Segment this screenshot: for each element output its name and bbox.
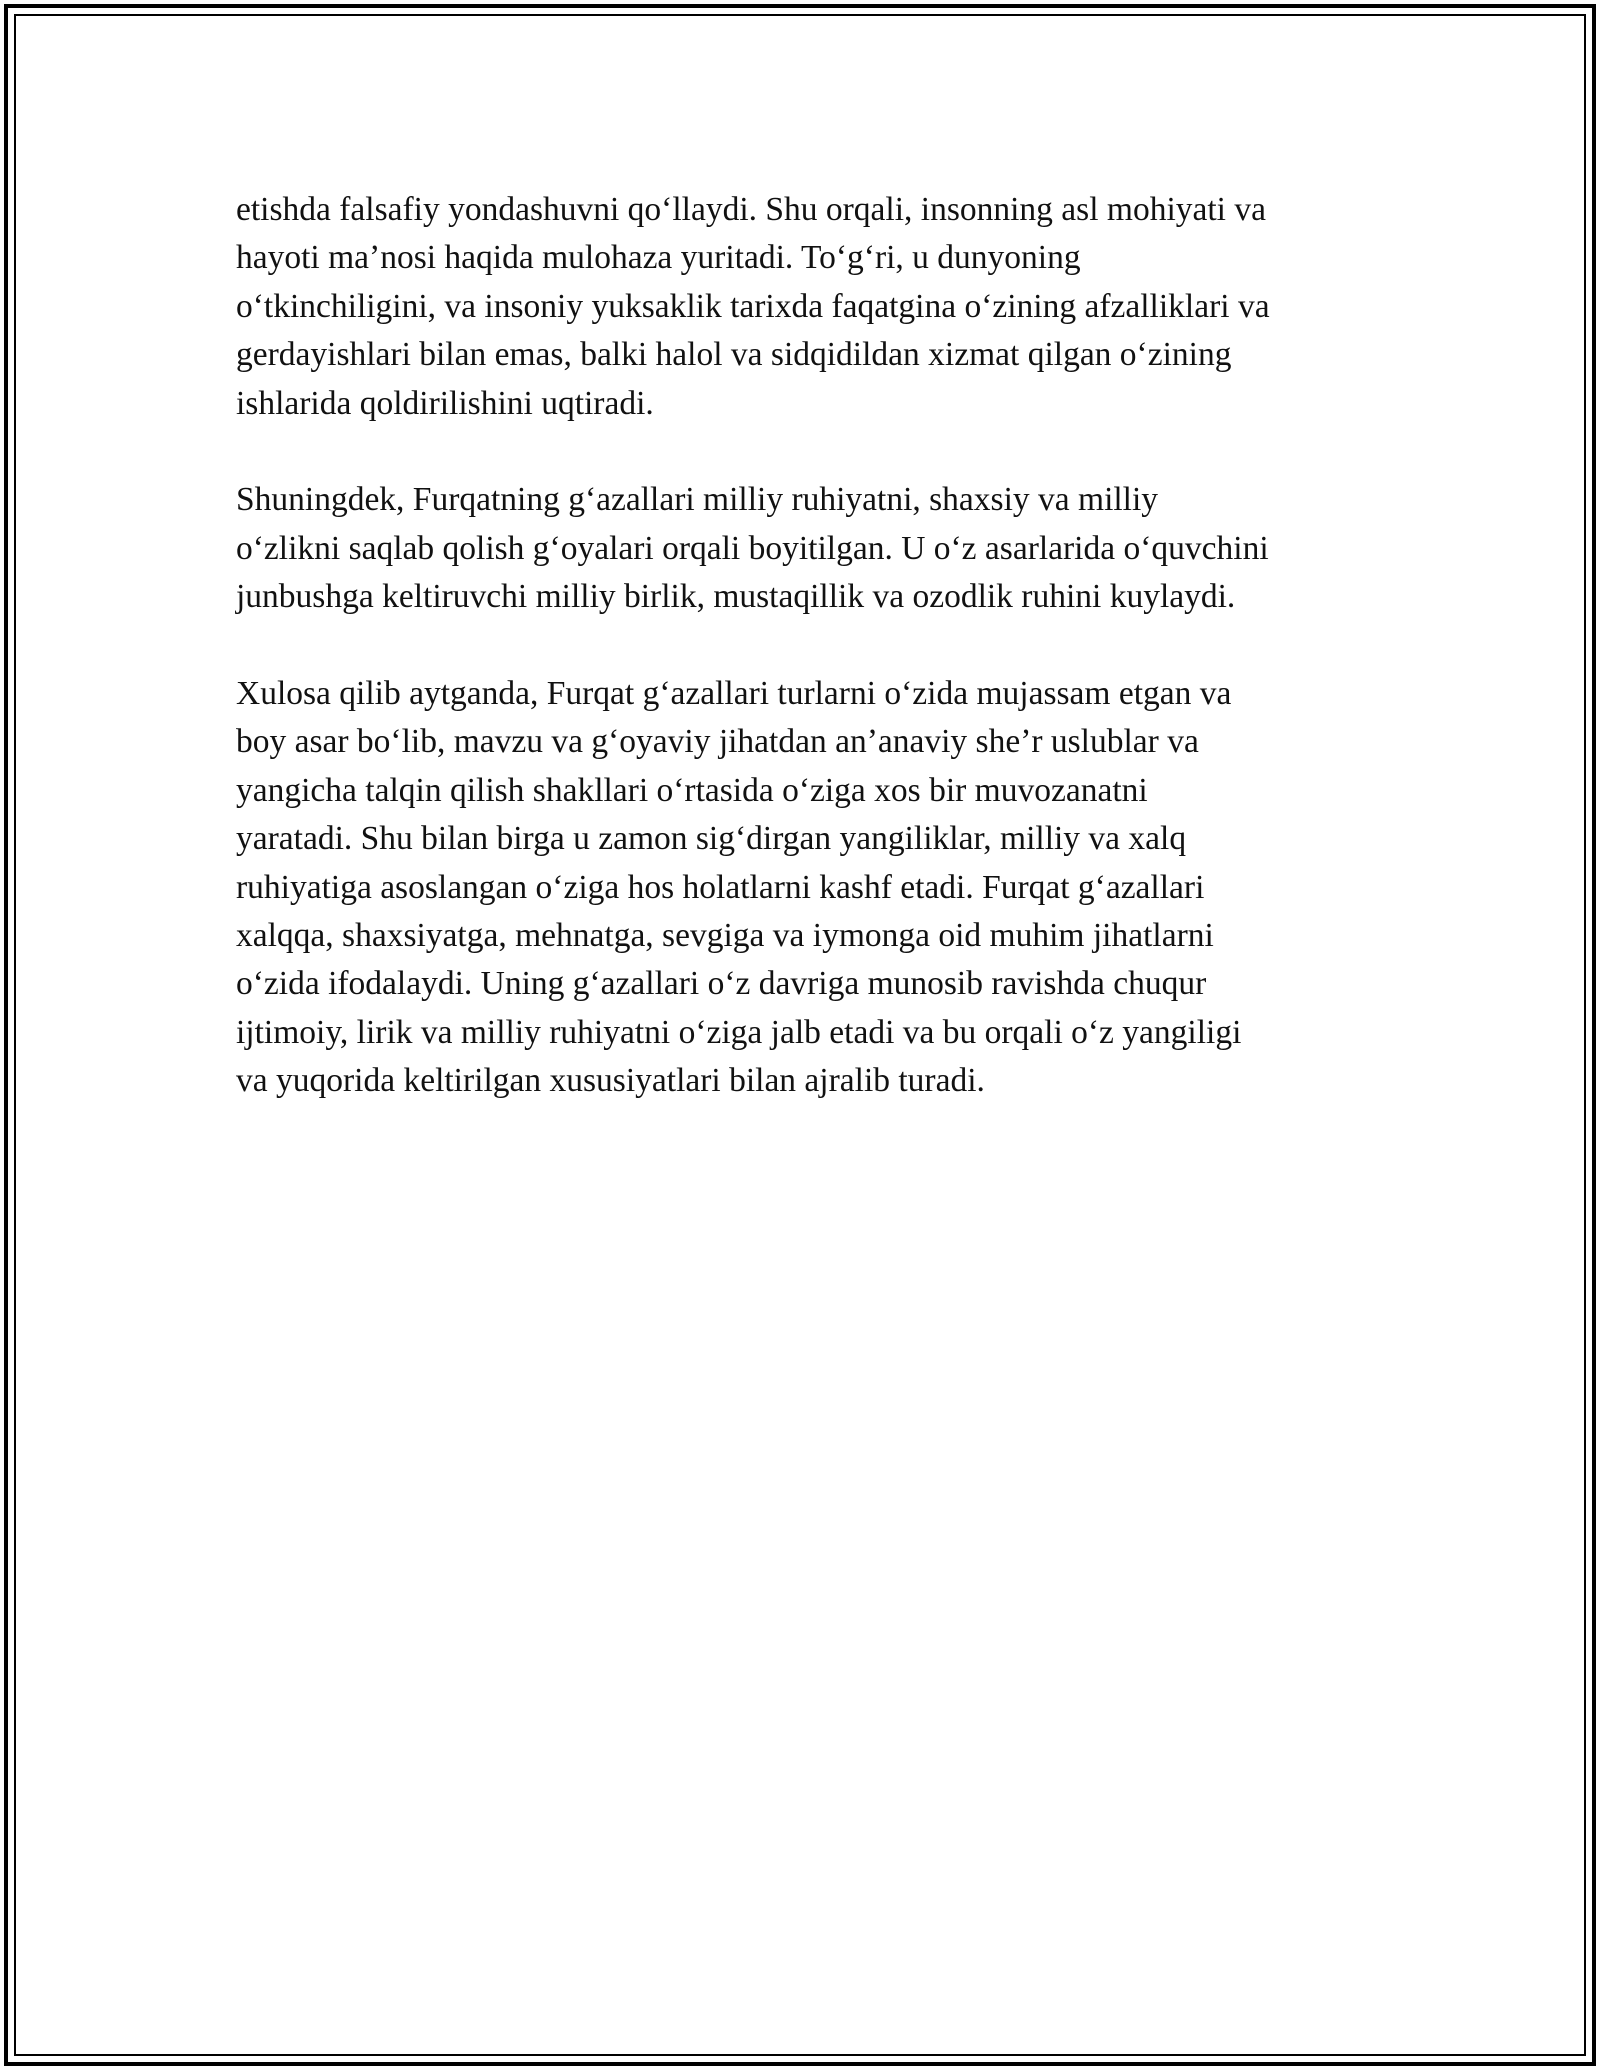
text-line: ishlarida qoldirilishini uqtiradi. (236, 384, 654, 422)
text-line: oʻzlikni saqlab qolish gʻoyalari orqali boyitilgan. U oʻz asarlarida oʻquvchini (236, 529, 1269, 567)
text-line: hayoti maʼnosi haqida mulohaza yuritadi. Toʻgʻri, u dunyoning (236, 239, 1081, 277)
text-line: yangicha talqin qilish shakllari oʻrtasida oʻziga xos bir muvozanatni (236, 771, 1148, 809)
paragraph-1 (236, 186, 1374, 428)
text-line: boy asar boʻlib, mavzu va gʻoyaviy jihatdan anʼanaviy sheʼr uslublar va (236, 723, 1199, 761)
text-line: etishda falsafiy yondashuvni qoʻllaydi. Shu orqali, insonning asl mohiyati va (236, 191, 1266, 228)
text-line: oʻzida ifodalaydi. Uning gʻazallari oʻz davriga munosib ravishda chuqur (236, 965, 1207, 1003)
text-line: junbushga keltiruvchi milliy birlik, mustaqillik va ozodlik ruhini kuylaydi. (236, 578, 1236, 616)
text-line: Shuningdek, Furqatning gʻazallari milliy ruhiyatni, shaxsiy va milliy (236, 481, 1159, 519)
text-line: va yuqorida keltirilgan xususiyatlari bilan ajralib turadi. (236, 1062, 985, 1100)
text-line: oʻtkinchiligini, va insoniy yuksaklik tarixda faqatgina oʻzining afzalliklari va (236, 287, 1270, 325)
text-line: ijtimoiy, lirik va milliy ruhiyatni oʻziga jalb etadi va bu orqali oʻz yangiligi (236, 1013, 1242, 1051)
text-line: xalqqa, shaxsiyatga, mehnatga, sevgiga va iymonga oid muhim jihatlarni (236, 917, 1214, 955)
text-line: ruhiyatiga asoslangan oʻziga hos holatlarni kashf etadi. Furqat gʻazallari (236, 868, 1205, 906)
paragraph-2 (236, 476, 1374, 621)
text-line: Xulosa qilib aytganda, Furqat gʻazallari turlarni oʻzida mujassam etgan va (236, 675, 1232, 713)
text-line: yaratadi. Shu bilan birga u zamon sigʻdirgan yangiliklar, milliy va xalq (236, 820, 1187, 858)
text-line: gerdayishlari bilan emas, balki halol va sidqidildan xizmat qilgan oʻzining (236, 336, 1232, 374)
paragraph-3 (236, 670, 1374, 1106)
document-body (236, 186, 1374, 1154)
